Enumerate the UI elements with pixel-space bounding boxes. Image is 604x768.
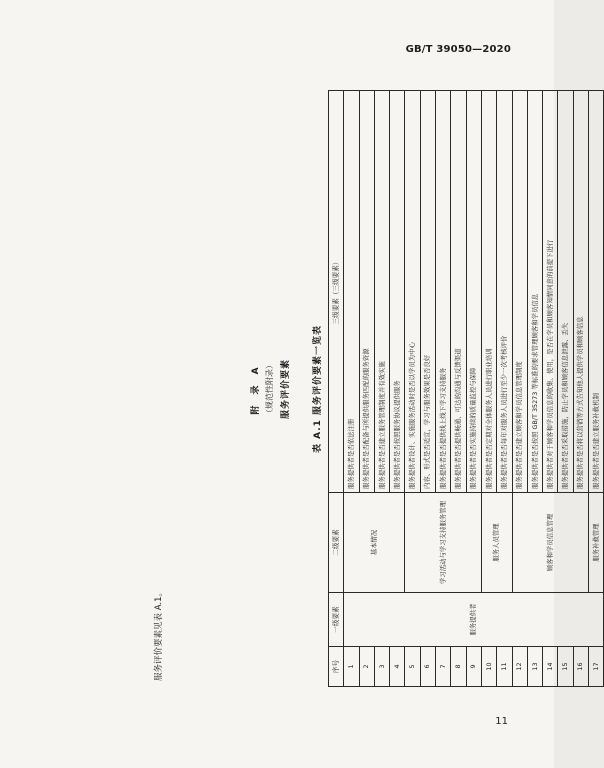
table-row: [344, 91, 359, 687]
page-number: 11: [495, 716, 508, 727]
annex-label: 附 录 A: [251, 363, 261, 415]
rotated-content: [152, 91, 600, 687]
row-text: 服务提供者是否配备与所提供服务匹配的服务资源: [359, 91, 374, 493]
row-no: 4: [390, 647, 405, 687]
row-text: 内容、形式是否适宜，学习与服务效果是否良好: [420, 91, 435, 493]
row-text: 服务提供者是否按照服务协议提供服务: [390, 91, 405, 493]
group-learning: 学习活动与学习支持服务管理: [405, 493, 481, 593]
group-staff: 服务人员管理: [481, 493, 512, 593]
annex-title: 服务评价要素: [281, 359, 291, 420]
row-no: 13: [527, 647, 542, 687]
elements-table: [328, 90, 604, 687]
level1-cell: 服务提供者: [344, 593, 604, 647]
group-customer: 顾客和学员信息管理: [512, 493, 588, 593]
row-no: 9: [466, 647, 481, 687]
row-text: 服务提供者是否按照 GB/T 35273 等标准的要求管理顾客和学员信息: [527, 91, 542, 493]
row-no: 15: [558, 647, 573, 687]
row-text: 服务提供者设计、实施服务活动时是否以学员为中心: [405, 91, 420, 493]
row-text: 服务提供者是否将以营销等方式告知他人提供学员和顾客信息: [573, 91, 588, 493]
row-text: 服务提供者是否提供畅通、可达的沟通与反馈渠道: [451, 91, 466, 493]
row-no: 12: [512, 647, 527, 687]
row-text: 服务提供者是否实施持续的质量监控与保障: [466, 91, 481, 493]
row-no: 10: [481, 647, 496, 687]
row-text: 服务提供者是否建立顾客和学员信息管理制度: [512, 91, 527, 493]
annex-type: （规范性附录）: [265, 361, 274, 417]
header-no: 序号: [329, 647, 344, 687]
group-basic: 基本情况: [344, 493, 405, 593]
row-text: 服务提供者是否每年对服务人员进行至少一次考核评价: [497, 91, 512, 493]
standard-number: GB/T 39050—2020: [405, 44, 511, 55]
row-no: 7: [436, 647, 451, 687]
row-no: 6: [420, 647, 435, 687]
row-no: 2: [359, 647, 374, 687]
row-text: 服务提供者对于顾客和学员信息的收集、使用，是否在学员和顾客知情同意的前提下进行: [543, 91, 558, 493]
intro-text: 服务评价要素见表 A.1。: [154, 588, 164, 681]
row-no: 3: [374, 647, 389, 687]
row-no: 16: [573, 647, 588, 687]
header-level2: 二级要素: [329, 493, 344, 593]
row-no: 8: [451, 647, 466, 687]
row-no: 14: [543, 647, 558, 687]
row-text: 服务提供者是否提供线上线下学习支持服务: [436, 91, 451, 493]
row-text: 服务提供者是否建立服务管理制度并有效实施: [374, 91, 389, 493]
group-compensation: 服务补救管理: [589, 493, 604, 593]
row-text: 服务提供者是否采取措施，防止学员和顾客信息泄露、丢失: [558, 91, 573, 493]
row-text: 服务提供者是否依法注册: [344, 91, 359, 493]
row-no: 5: [405, 647, 420, 687]
row-no: 17: [589, 647, 604, 687]
table-caption: 表 A.1 服务评价要素一览表: [313, 324, 323, 454]
row-text: 服务提供者是否建立服务补救机制: [589, 91, 604, 493]
row-no: 1: [344, 647, 359, 687]
table-header-row: [329, 91, 344, 687]
row-text: 服务提供者是否定期对全体服务人员进行职业培训: [481, 91, 496, 493]
row-no: 11: [497, 647, 512, 687]
header-level3: 三级要素（三级要素）: [329, 91, 344, 493]
header-level1: 一级要素: [329, 593, 344, 647]
